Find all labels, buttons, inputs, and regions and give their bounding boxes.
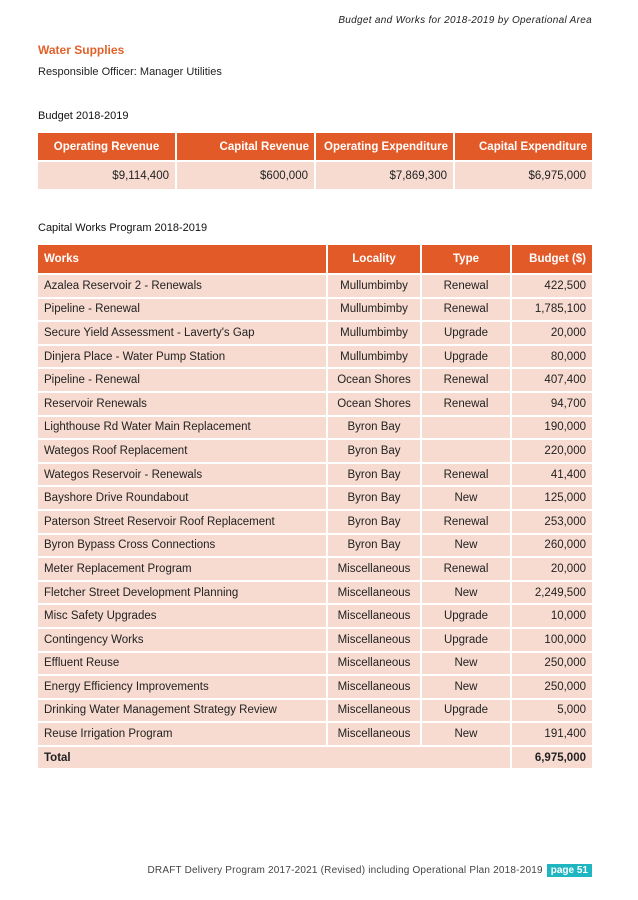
works-cell-type: New bbox=[422, 582, 510, 604]
total-label: Total bbox=[38, 747, 510, 769]
works-cell-type: Upgrade bbox=[422, 700, 510, 722]
table-row bbox=[38, 346, 592, 368]
budget-operating-revenue-value: $9,114,400 bbox=[38, 162, 175, 189]
works-cell-locality: Miscellaneous bbox=[328, 676, 420, 698]
works-cell-type: New bbox=[422, 487, 510, 509]
budget-operating-expenditure-value: $7,869,300 bbox=[316, 162, 453, 189]
works-cell-type: New bbox=[422, 676, 510, 698]
works-cell-name: Byron Bypass Cross Connections bbox=[38, 535, 326, 557]
works-cell-name: Misc Safety Upgrades bbox=[38, 605, 326, 627]
works-cell-type bbox=[422, 417, 510, 439]
works-cell-budget: 20,000 bbox=[512, 558, 592, 580]
works-cell-locality: Byron Bay bbox=[328, 417, 420, 439]
works-cell-budget: 1,785,100 bbox=[512, 299, 592, 321]
works-cell-type bbox=[422, 440, 510, 462]
works-col-locality: Locality bbox=[328, 245, 420, 273]
table-row bbox=[38, 417, 592, 439]
running-header: Budget and Works for 2018-2019 by Operational Area bbox=[338, 15, 592, 26]
works-col-budget: Budget ($) bbox=[512, 245, 592, 273]
works-cell-locality: Mullumbimby bbox=[328, 346, 420, 368]
works-cell-budget: 100,000 bbox=[512, 629, 592, 651]
table-row bbox=[38, 369, 592, 391]
footer-text: DRAFT Delivery Program 2017-2021 (Revised) including Operational Plan 2018-2019 bbox=[147, 865, 543, 876]
table-row bbox=[38, 723, 592, 745]
capital-works-heading: Capital Works Program 2018-2019 bbox=[38, 222, 208, 234]
works-cell-name: Fletcher Street Development Planning bbox=[38, 582, 326, 604]
works-cell-name: Pipeline - Renewal bbox=[38, 369, 326, 391]
budget-col-capital-expenditure: Capital Expenditure bbox=[455, 133, 592, 160]
works-cell-budget: 191,400 bbox=[512, 723, 592, 745]
budget-col-capital-revenue: Capital Revenue bbox=[177, 133, 314, 160]
table-row bbox=[38, 464, 592, 486]
budget-col-operating-expenditure: Operating Expenditure bbox=[316, 133, 453, 160]
total-row bbox=[38, 747, 592, 769]
works-cell-type: Renewal bbox=[422, 275, 510, 297]
budget-capital-revenue-value: $600,000 bbox=[177, 162, 314, 189]
works-cell-name: Secure Yield Assessment - Laverty's Gap bbox=[38, 322, 326, 344]
works-cell-locality: Byron Bay bbox=[328, 487, 420, 509]
works-cell-budget: 422,500 bbox=[512, 275, 592, 297]
works-cell-type: Renewal bbox=[422, 299, 510, 321]
works-cell-budget: 220,000 bbox=[512, 440, 592, 462]
works-cell-budget: 80,000 bbox=[512, 346, 592, 368]
page-number-badge: page 51 bbox=[547, 864, 592, 877]
works-cell-locality: Miscellaneous bbox=[328, 723, 420, 745]
works-cell-name: Reuse Irrigation Program bbox=[38, 723, 326, 745]
total-value: 6,975,000 bbox=[512, 747, 592, 769]
table-row bbox=[38, 299, 592, 321]
budget-heading: Budget 2018-2019 bbox=[38, 110, 129, 122]
works-cell-locality: Miscellaneous bbox=[328, 629, 420, 651]
works-cell-name: Energy Efficiency Improvements bbox=[38, 676, 326, 698]
page-footer bbox=[0, 864, 592, 877]
works-cell-budget: 10,000 bbox=[512, 605, 592, 627]
works-cell-budget: 407,400 bbox=[512, 369, 592, 391]
works-col-works: Works bbox=[38, 245, 326, 273]
works-cell-locality: Miscellaneous bbox=[328, 700, 420, 722]
works-col-type: Type bbox=[422, 245, 510, 273]
works-cell-budget: 125,000 bbox=[512, 487, 592, 509]
table-row bbox=[38, 535, 592, 557]
works-cell-budget: 260,000 bbox=[512, 535, 592, 557]
works-cell-type: Renewal bbox=[422, 558, 510, 580]
responsible-officer: Responsible Officer: Manager Utilities bbox=[38, 66, 222, 78]
works-cell-name: Lighthouse Rd Water Main Replacement bbox=[38, 417, 326, 439]
table-row bbox=[38, 440, 592, 462]
table-row bbox=[38, 393, 592, 415]
works-cell-name: Effluent Reuse bbox=[38, 653, 326, 675]
budget-col-operating-revenue: Operating Revenue bbox=[38, 133, 175, 160]
works-cell-locality: Byron Bay bbox=[328, 511, 420, 533]
table-row bbox=[38, 676, 592, 698]
capital-works-table bbox=[36, 243, 594, 770]
works-cell-budget: 41,400 bbox=[512, 464, 592, 486]
works-cell-name: Contingency Works bbox=[38, 629, 326, 651]
works-cell-type: New bbox=[422, 535, 510, 557]
works-cell-type: Upgrade bbox=[422, 322, 510, 344]
works-cell-type: Renewal bbox=[422, 464, 510, 486]
works-cell-type: Renewal bbox=[422, 393, 510, 415]
works-cell-type: Renewal bbox=[422, 369, 510, 391]
budget-capital-expenditure-value: $6,975,000 bbox=[455, 162, 592, 189]
works-cell-type: Upgrade bbox=[422, 629, 510, 651]
budget-values-row bbox=[38, 162, 592, 189]
works-cell-locality: Ocean Shores bbox=[328, 369, 420, 391]
works-cell-name: Pipeline - Renewal bbox=[38, 299, 326, 321]
works-cell-budget: 250,000 bbox=[512, 653, 592, 675]
works-cell-locality: Byron Bay bbox=[328, 440, 420, 462]
works-cell-locality: Mullumbimby bbox=[328, 275, 420, 297]
works-cell-locality: Miscellaneous bbox=[328, 558, 420, 580]
table-row bbox=[38, 511, 592, 533]
works-cell-type: Renewal bbox=[422, 511, 510, 533]
works-cell-budget: 2,249,500 bbox=[512, 582, 592, 604]
works-cell-budget: 253,000 bbox=[512, 511, 592, 533]
works-cell-budget: 190,000 bbox=[512, 417, 592, 439]
works-cell-name: Meter Replacement Program bbox=[38, 558, 326, 580]
table-row bbox=[38, 487, 592, 509]
works-cell-type: Upgrade bbox=[422, 605, 510, 627]
table-row bbox=[38, 322, 592, 344]
works-cell-name: Bayshore Drive Roundabout bbox=[38, 487, 326, 509]
section-title: Water Supplies bbox=[38, 43, 125, 57]
works-cell-locality: Miscellaneous bbox=[328, 582, 420, 604]
table-row bbox=[38, 700, 592, 722]
works-cell-locality: Miscellaneous bbox=[328, 605, 420, 627]
works-cell-budget: 20,000 bbox=[512, 322, 592, 344]
works-cell-name: Paterson Street Reservoir Roof Replacement bbox=[38, 511, 326, 533]
works-cell-locality: Byron Bay bbox=[328, 464, 420, 486]
works-cell-type: New bbox=[422, 653, 510, 675]
works-cell-locality: Byron Bay bbox=[328, 535, 420, 557]
works-cell-locality: Mullumbimby bbox=[328, 322, 420, 344]
works-cell-budget: 94,700 bbox=[512, 393, 592, 415]
works-cell-locality: Ocean Shores bbox=[328, 393, 420, 415]
table-row bbox=[38, 275, 592, 297]
works-cell-name: Dinjera Place - Water Pump Station bbox=[38, 346, 326, 368]
table-row bbox=[38, 605, 592, 627]
works-cell-type: New bbox=[422, 723, 510, 745]
table-row bbox=[38, 629, 592, 651]
table-row bbox=[38, 582, 592, 604]
works-cell-name: Azalea Reservoir 2 - Renewals bbox=[38, 275, 326, 297]
works-cell-budget: 250,000 bbox=[512, 676, 592, 698]
table-row bbox=[38, 653, 592, 675]
works-cell-type: Upgrade bbox=[422, 346, 510, 368]
works-cell-name: Wategos Roof Replacement bbox=[38, 440, 326, 462]
works-cell-name: Reservoir Renewals bbox=[38, 393, 326, 415]
works-cell-budget: 5,000 bbox=[512, 700, 592, 722]
works-cell-locality: Mullumbimby bbox=[328, 299, 420, 321]
budget-table bbox=[36, 131, 594, 191]
works-cell-name: Wategos Reservoir - Renewals bbox=[38, 464, 326, 486]
works-cell-locality: Miscellaneous bbox=[328, 653, 420, 675]
table-row bbox=[38, 558, 592, 580]
works-cell-name: Drinking Water Management Strategy Review bbox=[38, 700, 326, 722]
